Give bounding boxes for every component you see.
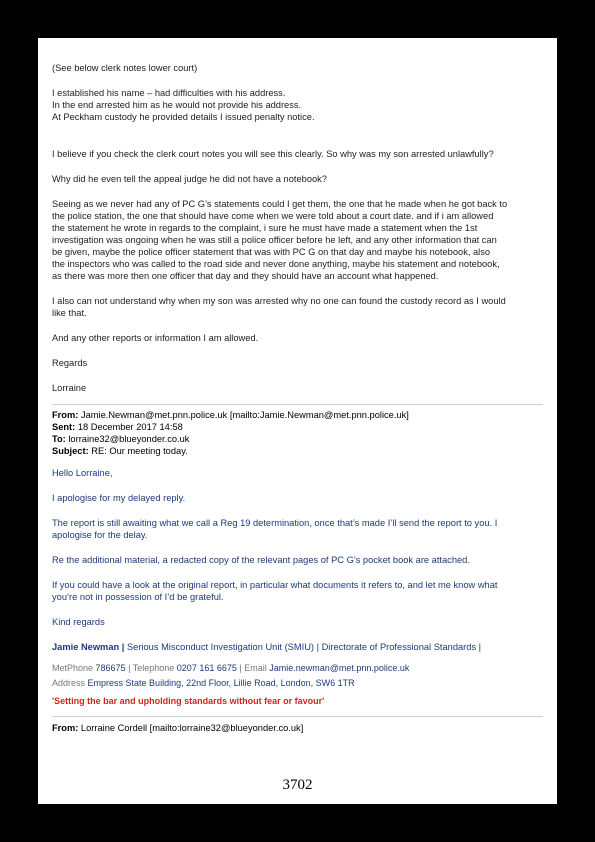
paragraph-line: I also can not understand why when my son was arrested why no one can found the custody record as I would xyxy=(52,296,506,306)
subject-label: Subject: xyxy=(52,446,89,456)
paragraph-line: you’re not in possession of I’d be grateful. xyxy=(52,592,224,602)
from-value: Jamie.Newman@met.pnn.police.uk [mailto:Jamie.Newman@met.pnn.police.uk] xyxy=(80,410,409,420)
letter-paragraph-5: And any other reports or information I am allowed. xyxy=(52,333,259,343)
address-value: Empress State Building, 22nd Floor, Lillie Road, London, SW6 1TR xyxy=(85,678,355,688)
footer-from-value: Lorraine Cordell [mailto:lorraine32@blueyonder.co.uk] xyxy=(78,723,304,733)
signature-contact-line xyxy=(52,662,543,674)
sent-label: Sent: xyxy=(52,422,76,432)
email-header xyxy=(52,409,543,457)
paragraph-line: The report is still awaiting what we call a Reg 19 determination, once that’s made I’ll send the report to you. I xyxy=(52,518,498,528)
intro-see-below: (See below clerk notes lower court) xyxy=(52,63,198,73)
telephone-label: | Telephone xyxy=(125,663,175,673)
signature-name-line xyxy=(52,641,543,653)
signature-name: Jamie Newman | xyxy=(52,642,125,652)
paragraph-line: investigation was ongoing when he was still a police officer before he left, and any other information that can xyxy=(52,235,497,245)
sent-value: 18 December 2017 14:58 xyxy=(77,422,183,432)
signature-email-link[interactable]: Jamie.newman@met.pnn.police.uk xyxy=(266,663,410,673)
reply-paragraph-2 xyxy=(52,517,543,541)
to-label: To: xyxy=(52,434,66,444)
email-divider xyxy=(52,716,543,717)
metphone-value: 786675 xyxy=(93,663,126,673)
address-label: Address xyxy=(52,678,86,688)
paragraph-line: the inspectors who was called to the road side and never done anything, maybe his statement and notebook, xyxy=(52,259,500,269)
email-divider xyxy=(52,404,543,405)
reply-paragraph-3: Re the additional material, a redacted copy of the relevant pages of PC G’s pocket book are attached. xyxy=(52,555,470,565)
letter-paragraph-3 xyxy=(52,198,543,282)
email-label: | Email xyxy=(236,663,267,673)
paragraph-line: Seeing as we never had any of PC G’s statements could I get them, the one that he made when he got back to xyxy=(52,199,508,209)
subject-value: RE: Our meeting today. xyxy=(91,446,188,456)
reply-kind-regards: Kind regards xyxy=(52,617,105,627)
clerk-notes xyxy=(52,87,543,123)
telephone-value: 0207 161 6675 xyxy=(174,663,237,673)
metphone-label: MetPhone xyxy=(52,663,94,673)
letter-paragraph-2: Why did he even tell the appeal judge he did not have a notebook? xyxy=(52,174,327,184)
paragraph-line: apologise for the delay. xyxy=(52,530,148,540)
page-number: 3702 xyxy=(282,777,313,793)
reply-paragraph-1: I apologise for my delayed reply. xyxy=(52,493,186,503)
letter-signoff-name: Lorraine xyxy=(52,383,87,393)
letter-paragraph-4 xyxy=(52,295,543,319)
reply-paragraph-4 xyxy=(52,579,543,603)
document-page xyxy=(38,38,557,804)
letter-paragraph-1: I believe if you check the clerk court notes you will see this clearly. So why was my son arrested unlawfully? xyxy=(52,149,494,159)
signature-address-line xyxy=(52,677,543,689)
letter-regards: Regards xyxy=(52,358,88,368)
paragraph-line: the police station, the one that should have come when we were told about a court date. and if i am allowed xyxy=(52,211,494,221)
signature-motto: 'Setting the bar and upholding standards without fear or favour' xyxy=(52,696,325,706)
paragraph-line: as there was more then one officer that day and they should have an account what happened. xyxy=(52,271,439,281)
clerk-note-line: I established his name – had difficulties with his address. xyxy=(52,88,286,98)
paragraph-line: If you could have a look at the original report, in particular what documents it refers to, and let me know what xyxy=(52,580,498,590)
paragraph-line: the statement he wrote in regards to the complaint, i sure he must have made a statement when the 1st xyxy=(52,223,478,233)
footer-email-from xyxy=(52,722,543,734)
paragraph-line: be given, maybe the police officer statement that was with PC G on that day and maybe his notebook, also xyxy=(52,247,491,257)
footer-from-label: From: xyxy=(52,723,79,733)
clerk-note-line: In the end arrested him as he would not provide his address. xyxy=(52,100,302,110)
signature-unit: Serious Misconduct Investigation Unit (SMIU) | Directorate of Professional Standards | xyxy=(124,642,482,652)
to-value: lorraine32@blueyonder.co.uk xyxy=(68,434,190,444)
reply-greeting: Hello Lorraine, xyxy=(52,468,113,478)
paragraph-line: like that. xyxy=(52,308,87,318)
from-label: From: xyxy=(52,410,79,420)
clerk-note-line: At Peckham custody he provided details I issued penalty notice. xyxy=(52,112,315,122)
